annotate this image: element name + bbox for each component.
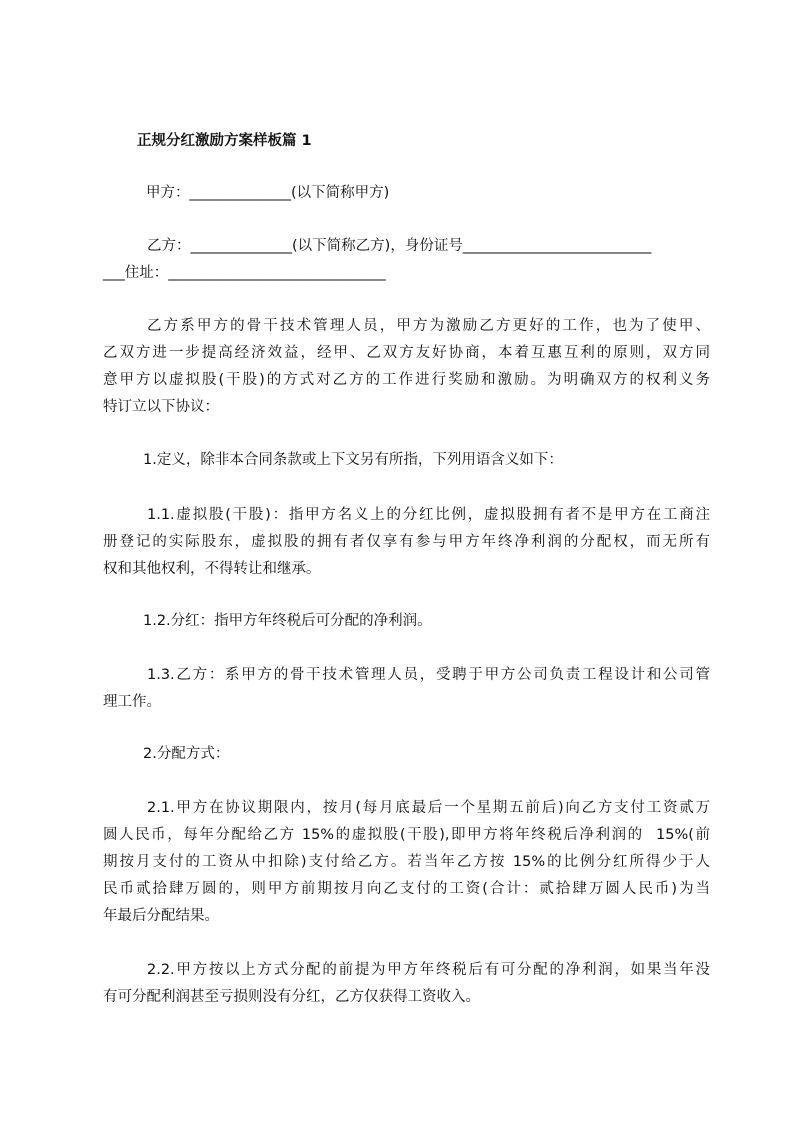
clause-2-1-line: 2.1.甲方在协议期限内，按月(每月底最后一个星期五前后)向乙方支付工资贰万 — [147, 800, 710, 816]
clause-2-1-line: 民币贰拾肆万圆的，则甲方前期按月向乙支付的工资(合计：贰拾肆万圆人民币)为当 — [103, 881, 710, 897]
clause-2-1-line: 期按月支付的工资从中扣除)支付给乙方。若当年乙方按 15%的比例分红所得少于人 — [103, 854, 710, 870]
intro-line: 乙双方进一步提高经济效益，经甲、乙双方友好协商，本着互惠互利的原则，双方同 — [103, 345, 710, 361]
intro-line: 乙方系甲方的骨干技术管理人员，甲方为激励乙方更好的工作，也为了使甲、 — [147, 318, 710, 334]
section-1-heading: 1.定义，除非本合同条款或上下文另有所指，下列用语含义如下： — [143, 452, 563, 468]
clause-1-1-line: 权和其他权利，不得转让和继承。 — [103, 561, 321, 577]
party-a-line: 甲方：______________(以下简称甲方) — [146, 185, 390, 201]
clause-1-1-line: 册登记的实际股东，虚拟股的拥有者仅享有参与甲方年终净利润的分配权，而无所有 — [103, 534, 710, 550]
clause-2-1-line: 年最后分配结果。 — [103, 908, 219, 924]
intro-line: 特订立以下协议： — [103, 399, 219, 415]
party-b-line: 乙方：______________(以下简称乙方)，身份证号__________________________ — [147, 238, 652, 254]
document-title: 正规分红激励方案样板篇 1 — [137, 133, 312, 149]
clause-1-2: 1.2.分红：指甲方年终税后可分配的净利润。 — [143, 613, 432, 629]
clause-2-2-line: 2.2.甲方按以上方式分配的前提为甲方年终税后有可分配的净利润，如果当年没 — [147, 962, 710, 978]
intro-line: 意甲方以虚拟股(干股)的方式对乙方的工作进行奖励和激励。为明确双方的权利义务 — [103, 372, 710, 388]
section-2-heading: 2.分配方式： — [143, 746, 230, 762]
clause-2-1-line: 圆人民币，每年分配给乙方 15%的虚拟股(干股),即甲方将年终税后净利润的 15%(前 — [103, 827, 710, 843]
clause-1-3-line: 1.3.乙方：系甲方的骨干技术管理人员，受聘于甲方公司负责工程设计和公司管 — [147, 667, 710, 683]
party-b-address-line: ___住址：______________________________ — [103, 265, 386, 281]
clause-1-1-line: 1.1.虚拟股(干股)：指甲方名义上的分红比例，虚拟股拥有者不是甲方在工商注 — [147, 507, 710, 523]
clause-1-3-line: 理工作。 — [103, 694, 161, 710]
clause-2-2-line: 有可分配利润甚至亏损则没有分红，乙方仅获得工资收入。 — [103, 989, 480, 1005]
